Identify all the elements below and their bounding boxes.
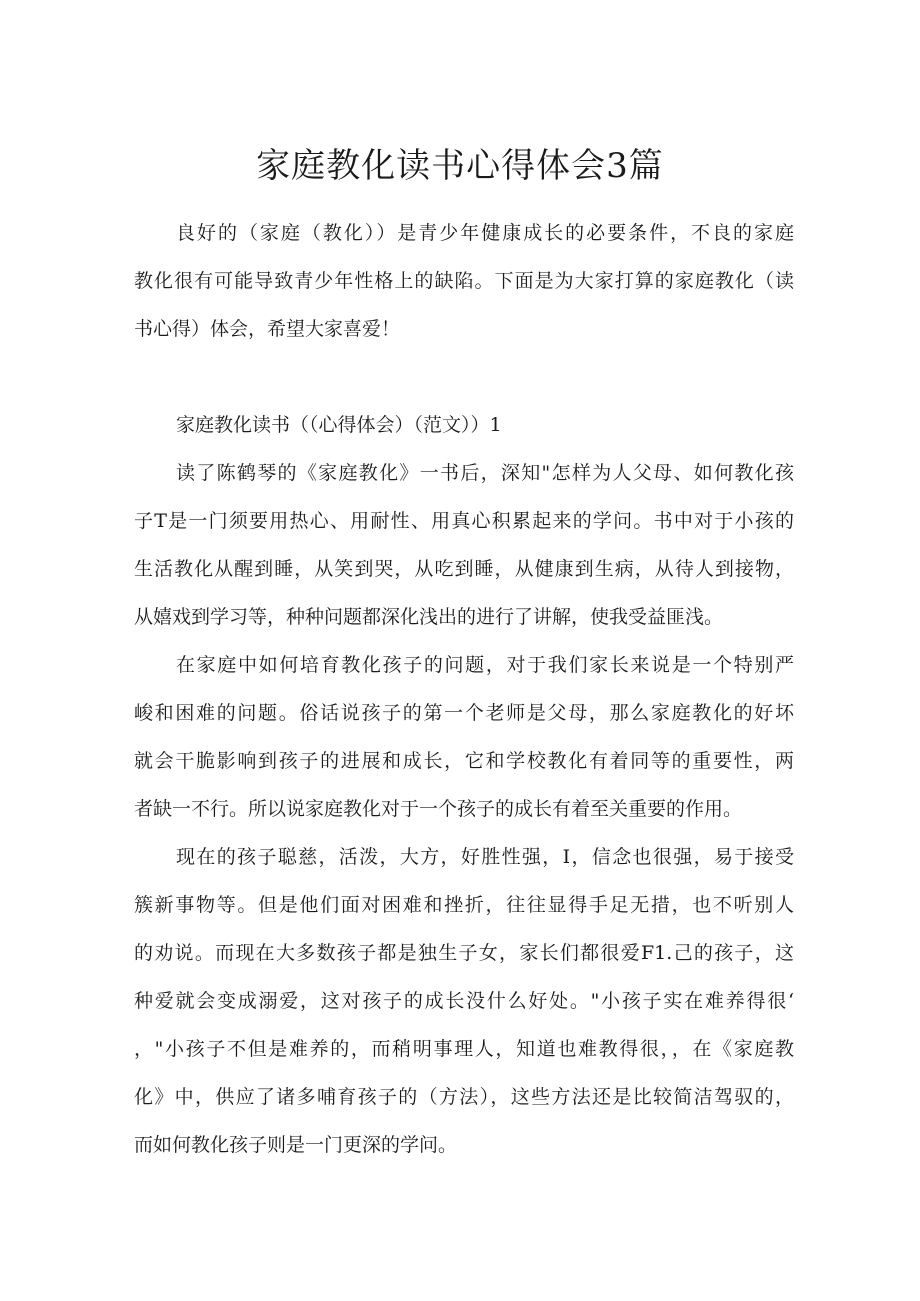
intro-paragraph <box>134 209 794 353</box>
paragraph-line: 就会干脆影响到孩子的进展和成长，它和学校教化有着同等的重要性，两 <box>134 750 794 772</box>
paragraph-line: 的劝说。而现在大多数孩子都是独生子女，家长们都很爱F1.己的孩子，这 <box>134 942 794 964</box>
section-heading <box>134 401 794 449</box>
document-title: 家庭教化读书心得体会3篇 <box>256 146 664 186</box>
intro-line: 书心得）体会，希望大家喜爱！ <box>134 318 401 340</box>
body-paragraph-2 <box>134 641 794 833</box>
paragraph-line: 现在的孩子聪慈，活泼，大方，好胜性强，I，信念也很强，易于接受 <box>176 846 794 868</box>
body-paragraph-3 <box>134 833 794 1169</box>
paragraph-line: 而如何教化孩子则是一门更深的学问。 <box>134 1134 458 1156</box>
paragraph-line: 者缺一不行。所以说家庭教化对于一个孩子的成长有着至关重要的作用。 <box>134 798 743 820</box>
section-heading-text: 家庭教化读书（（心得体会）（范文））1 <box>176 414 502 436</box>
paragraph-line: ，"小孩子不但是难养的，而稍明事理人，知道也难教得很，，在《家庭教 <box>134 1038 794 1060</box>
paragraph-line: 化》中，供应了诸多哺育孩子的（方法），这些方法还是比较简洁驾驭的， <box>134 1086 794 1108</box>
paragraph-line: 子T是一门须要用热心、用耐性、用真心积累起来的学问。书中对于小孩的 <box>134 510 794 532</box>
paragraph-line: 从嬉戏到学习等，种种问题都深化浅出的进行了讲解，使我受益匪浅。 <box>134 606 724 628</box>
paragraph-line: 种爱就会变成溺爱，这对孩子的成长没什么好处。"小孩子实在难养得很‘ <box>134 990 794 1012</box>
intro-line: 良好的（家庭（教化））是青少年健康成长的必要条件，不良的家庭 <box>176 222 794 244</box>
intro-line: 教化很有可能导致青少年性格上的缺陷。下面是为大家打算的家庭教化（读 <box>134 270 794 292</box>
paragraph-line: 生活教化从醒到睡，从笑到哭，从吃到睡，从健康到生病，从待人到接物， <box>134 558 794 580</box>
paragraph-line: 读了陈鹤琴的《家庭教化》一书后，深知"怎样为人父母、如何教化孩 <box>176 462 794 484</box>
paragraph-line: 在家庭中如何培育教化孩子的问题，对于我们家长来说是一个特别严 <box>176 654 794 676</box>
paragraph-line: 簇新事物等。但是他们面对困难和挫折，往往显得手足无措，也不听别人 <box>134 894 794 916</box>
paragraph-line: 峻和困难的问题。俗话说孩子的第一个老师是父母，那么家庭教化的好坏 <box>134 702 794 724</box>
body-paragraph-1 <box>134 449 794 641</box>
